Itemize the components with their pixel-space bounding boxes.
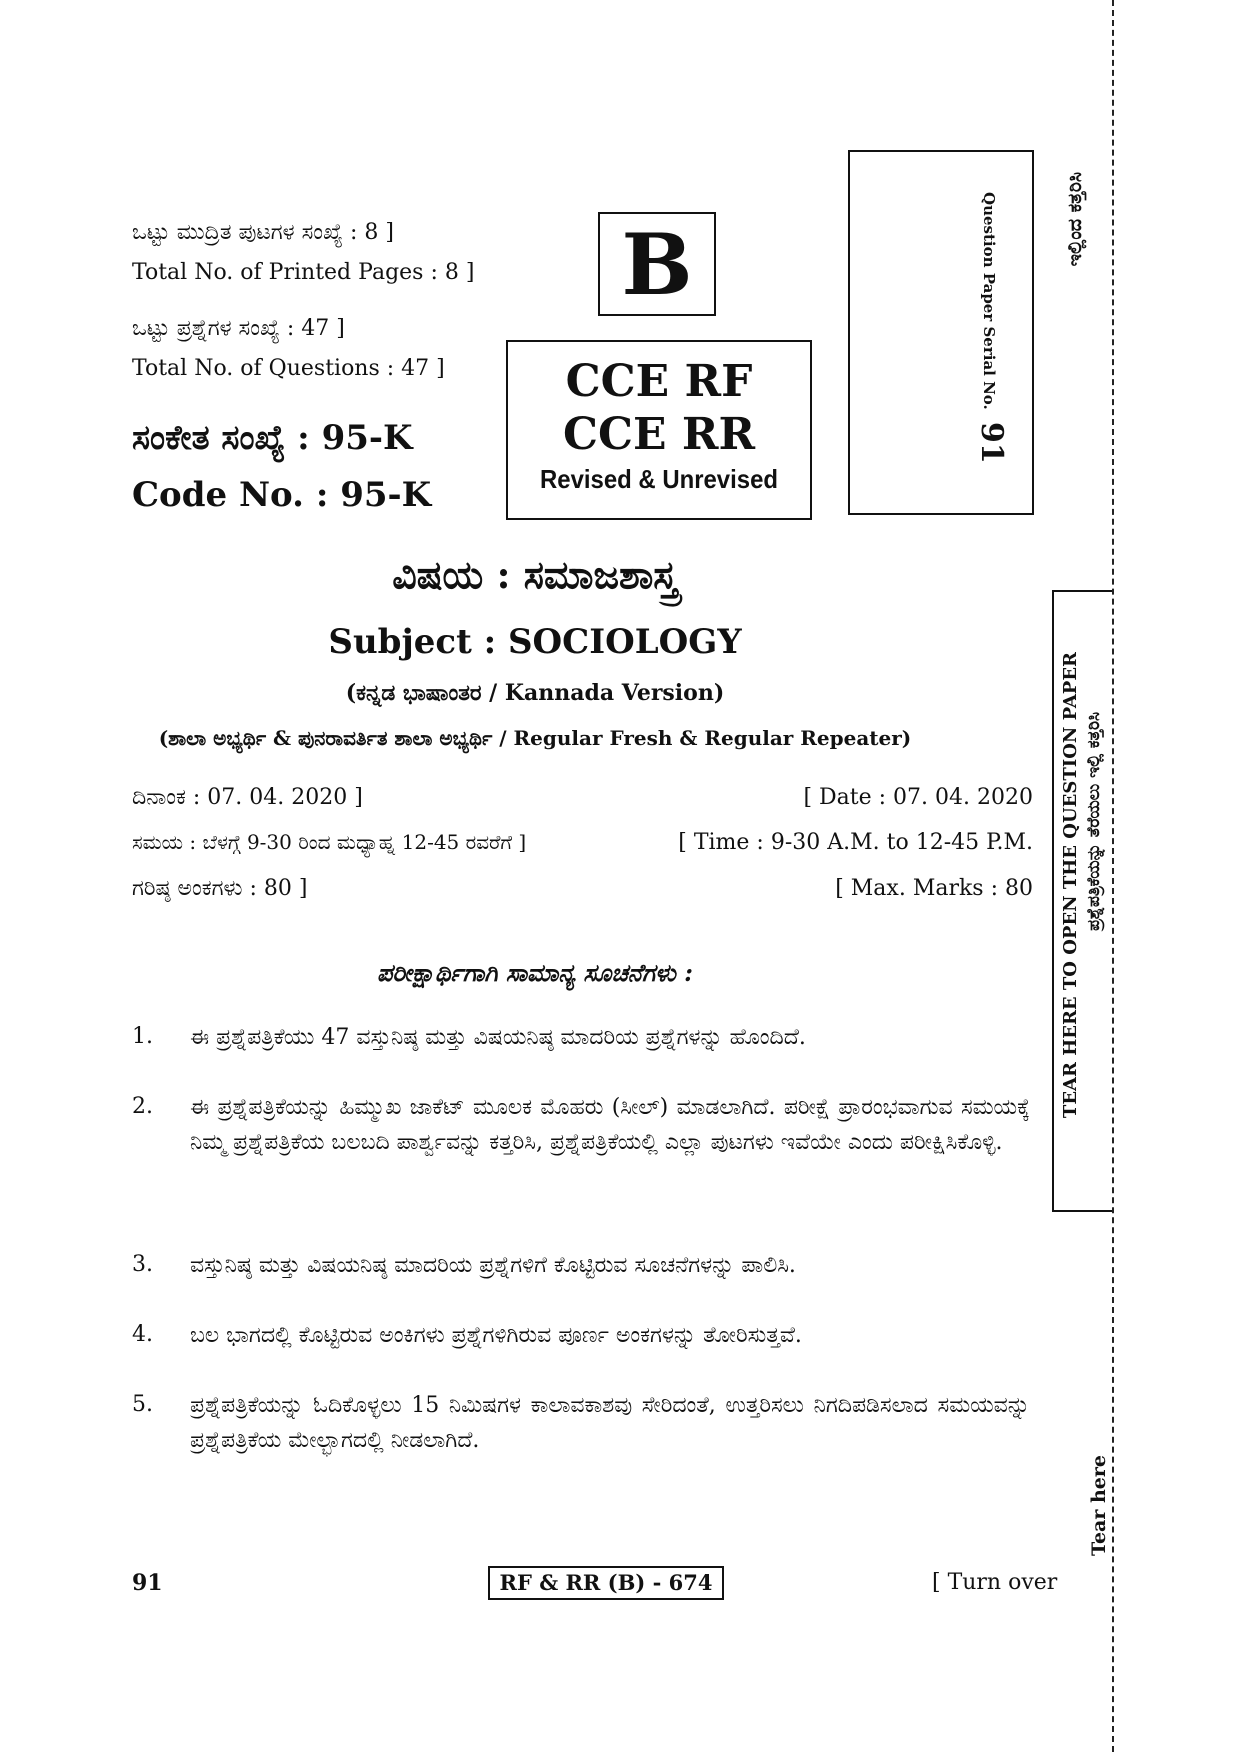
subject-en: Subject : SOCIOLOGY (328, 622, 742, 662)
version-letter-box (598, 212, 716, 316)
exam-type-line1: CCE RF (565, 356, 753, 407)
instruction-number-1: 1. (132, 1024, 153, 1049)
serial-number-value: 91 (974, 422, 1009, 464)
max-marks-en: [ Max. Marks : 80 (835, 876, 1033, 901)
tear-instruction-en: TEAR HERE TO OPEN THE QUESTION PAPER (1060, 652, 1081, 1119)
instruction-text-1: ಈ ಪ್ರಶ್ನೆಪತ್ರಿಕೆಯು 47 ವಸ್ತುನಿಷ್ಠ ಮತ್ತು ವಿಷಯನಿಷ್ಠ ಮಾದರಿಯ ಪ್ರಶ್ನೆಗಳನ್ನು ಹೊಂದಿದೆ. (190, 1025, 806, 1050)
exam-type-line3: Revised & Unrevised (540, 464, 778, 494)
candidate-type: (ಶಾಲಾ ಅಭ್ಯರ್ಥಿ & ಪುನರಾವರ್ತಿತ ಶಾಲಾ ಅಭ್ಯರ್ಥಿ / Regular Fresh & Regular Repeater) (158, 726, 912, 750)
subject-version: (ಕನ್ನಡ ಭಾಷಾಂತರ / Kannada Version) (345, 680, 725, 706)
tear-here-label: Tear here (1088, 1455, 1110, 1556)
instruction-text-5: ಪ್ರಶ್ನೆಪತ್ರಿಕೆಯನ್ನು ಓದಿಕೊಳ್ಳಲು 15 ನಿಮಿಷಗಳ ಕಾಲಾವಕಾಶವು ಸೇರಿದಂತೆ, ಉತ್ತರಿಸಲು ನಿಗದಿಪಡಿಸಲಾದ ಸಮಯವನ್ನು ಪ್ರಶ್ನೆಪತ್ರಿಕೆಯ ಮೇಲ್ಭಾಗದಲ್ಲಿ ನೀಡಲಾಗಿದೆ. (190, 1393, 1030, 1454)
serial-number-box (848, 150, 1034, 515)
instruction-text-4: ಬಲ ಭಾಗದಲ್ಲಿ ಕೊಟ್ಟಿರುವ ಅಂಕಿಗಳು ಪ್ರಶ್ನೆಗಳಿಗಿರುವ ಪೂರ್ಣ ಅಂಕಗಳನ್ನು ತೋರಿಸುತ್ತವೆ. (190, 1323, 802, 1348)
footer-reference: RF & RR (B) - 674 (488, 1566, 724, 1600)
instructions-heading: ಪರೀಕ್ಷಾರ್ಥಿಗಾಗಿ ಸಾಮಾನ್ಯ ಸೂಚನೆಗಳು : (377, 958, 693, 987)
time-en: [ Time : 9-30 A.M. to 12-45 P.M. (678, 830, 1033, 855)
instruction-number-5: 5. (132, 1392, 153, 1417)
code-number-en: Code No. : 95-K (132, 475, 432, 515)
tear-instruction-box (1052, 590, 1112, 1212)
footer-page-number: 91 (132, 1570, 163, 1596)
instruction-text-3: ವಸ್ತುನಿಷ್ಠ ಮತ್ತು ವಿಷಯನಿಷ್ಠ ಮಾದರಿಯ ಪ್ರಶ್ನೆಗಳಿಗೆ ಕೊಟ್ಟಿರುವ ಸೂಚನೆಗಳನ್ನು ಪಾಲಿಸಿ. (190, 1253, 796, 1278)
subject-kn: ವಿಷಯ : ಸಮಾಜಶಾಸ್ತ್ರ (392, 552, 678, 597)
date-en: [ Date : 07. 04. 2020 (803, 785, 1033, 810)
turn-over-note: [ Turn over (932, 1570, 1058, 1595)
serial-number-label: Question Paper Serial No. (980, 192, 998, 410)
code-number-kn: ಸಂಕೇತ ಸಂಖ್ಯೆ : 95-K (132, 418, 413, 458)
printed-pages-en: Total No. of Printed Pages : 8 ] (132, 260, 475, 285)
instruction-text-2: ಈ ಪ್ರಶ್ನೆಪತ್ರಿಕೆಯನ್ನು ಹಿಮ್ಮುಖ ಜಾಕೆಟ್ ಮೂಲಕ ಮೊಹರು (ಸೀಲ್) ಮಾಡಲಾಗಿದೆ. ಪರೀಕ್ಷೆ ಪ್ರಾರಂಭವಾಗುವ ಸಮಯಕ್ಕೆ ನಿಮ್ಮ ಪ್ರಶ್ನೆಪತ್ರಿಕೆಯ ಬಲಬದಿ ಪಾರ್ಶ್ವವನ್ನು ಕತ್ತರಿಸಿ, ಪ್ರಶ್ನೆಪತ್ರಿಕೆಯಲ್ಲಿ ಎಲ್ಲಾ ಪುಟಗಳು ಇವೆಯೇ ಎಂದು ಪರೀಕ್ಷಿಸಿಕೊಳ್ಳಿ. (190, 1095, 1030, 1156)
total-questions-en: Total No. of Questions : 47 ] (132, 356, 445, 381)
instruction-number-3: 3. (132, 1252, 153, 1277)
instruction-number-4: 4. (132, 1322, 153, 1347)
exam-type-line2: CCE RR (562, 409, 756, 460)
max-marks-kn: ಗರಿಷ್ಠ ಅಂಕಗಳು : 80 ] (132, 876, 308, 901)
printed-pages-kn: ಒಟ್ಟು ಮುದ್ರಿತ ಪುಟಗಳ ಸಂಖ್ಯೆ : 8 ] (132, 220, 394, 245)
time-kn: ಸಮಯ : ಬೆಳಗ್ಗೆ 9-30 ರಿಂದ ಮಧ್ಯಾಹ್ನ 12-45 ರವರೆಗೆ ] (132, 830, 527, 854)
date-kn: ದಿನಾಂಕ : 07. 04. 2020 ] (132, 785, 363, 810)
total-questions-kn: ಒಟ್ಟು ಪ್ರಶ್ನೆಗಳ ಸಂಖ್ಯೆ : 47 ] (132, 316, 345, 341)
version-letter: B (621, 214, 693, 314)
tear-instruction-kn: ಪ್ರಶ್ನೆಪತ್ರಿಕೆಯನ್ನು ತೆರೆಯಲು ಇಲ್ಲಿ ಕತ್ತರಿಸಿ (1084, 712, 1104, 931)
exam-type-box (506, 340, 812, 520)
tear-line (1112, 0, 1114, 1752)
cut-here-kn: ಇಲ್ಲಿಂದ ಕತ್ತರಿಸಿ (1064, 172, 1086, 267)
instruction-number-2: 2. (132, 1094, 153, 1119)
